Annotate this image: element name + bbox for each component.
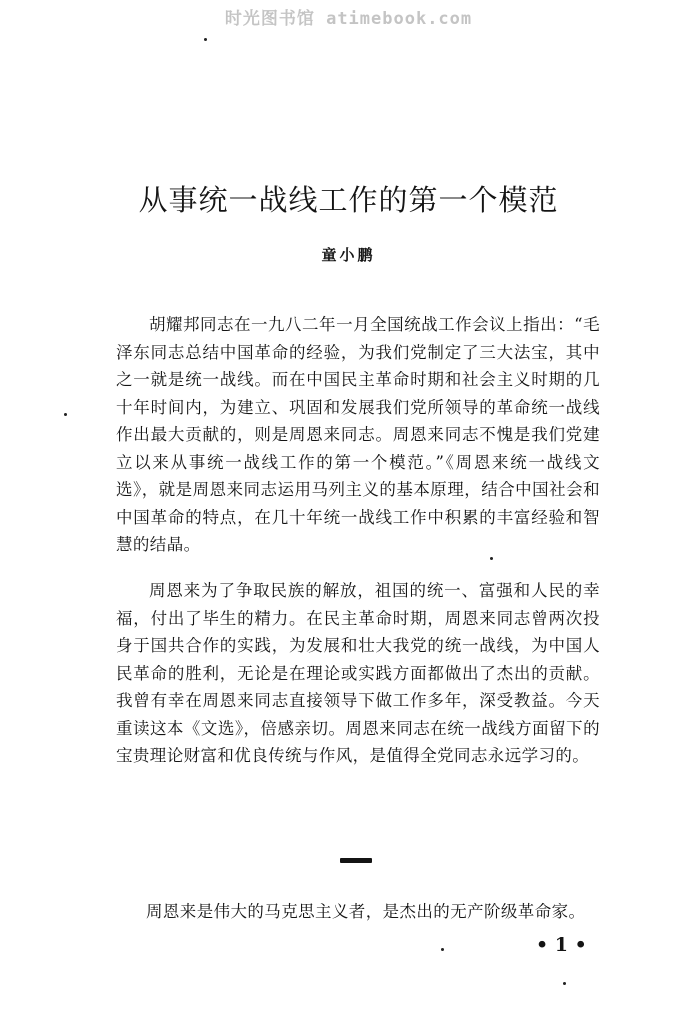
page-number: • 1 • (536, 934, 587, 956)
watermark: 时光图书馆 atimebook.com (224, 9, 473, 29)
article-title: 从事统一战线工作的第一个模范 (138, 183, 559, 217)
body-paragraph: 胡耀邦同志在一九八二年一月全国统战工作会议上指出：“毛泽东同志总结中国革命的经验，为我们党制定了三大法宝，其中之一就是统一战线。而在中国民主革命时期和社会主义时期的几十年时间内，为建立、巩固和发展我们党所领导的革命统一战线作出最大贡献的，则是周恩来同志。周恩来同志不愧是我们党建立以来从事统一战线工作的第一个模范。”《周恩来统一战线文选》，就是周恩来同志运用马列主义的基本原理，结合中国社会和中国革命的特点，在几十年统一战线工作中积累的丰富经验和智慧的结晶。 (116, 315, 600, 554)
section-heading-text (340, 858, 341, 859)
scan-speck (563, 982, 566, 985)
section-first-line: 周恩来是伟大的马克思主义者，是杰出的无产阶级革命家。 (146, 902, 586, 921)
scan-speck (441, 948, 444, 951)
article-author: 童小鹏 (321, 246, 376, 264)
section-heading-one (340, 858, 372, 863)
body-paragraph: 周恩来为了争取民族的解放，祖国的统一、富强和人民的幸福，付出了毕生的精力。在民主革命时期，周恩来同志曾两次投身于国共合作的实践，为发展和壮大我党的统一战线，为中国人民革命的胜利，无论是在理论或实践方面都做出了杰出的贡献。我曾有幸在周恩来同志直接领导下做工作多年，深受教益。今天重读这本《文选》，倍感亲切。周恩来同志在统一战线方面留下的宝贵理论财富和优良传统与作风，是值得全党同志永远学习的。 (116, 581, 600, 765)
scan-speck (64, 413, 67, 416)
scan-speck (204, 38, 207, 41)
